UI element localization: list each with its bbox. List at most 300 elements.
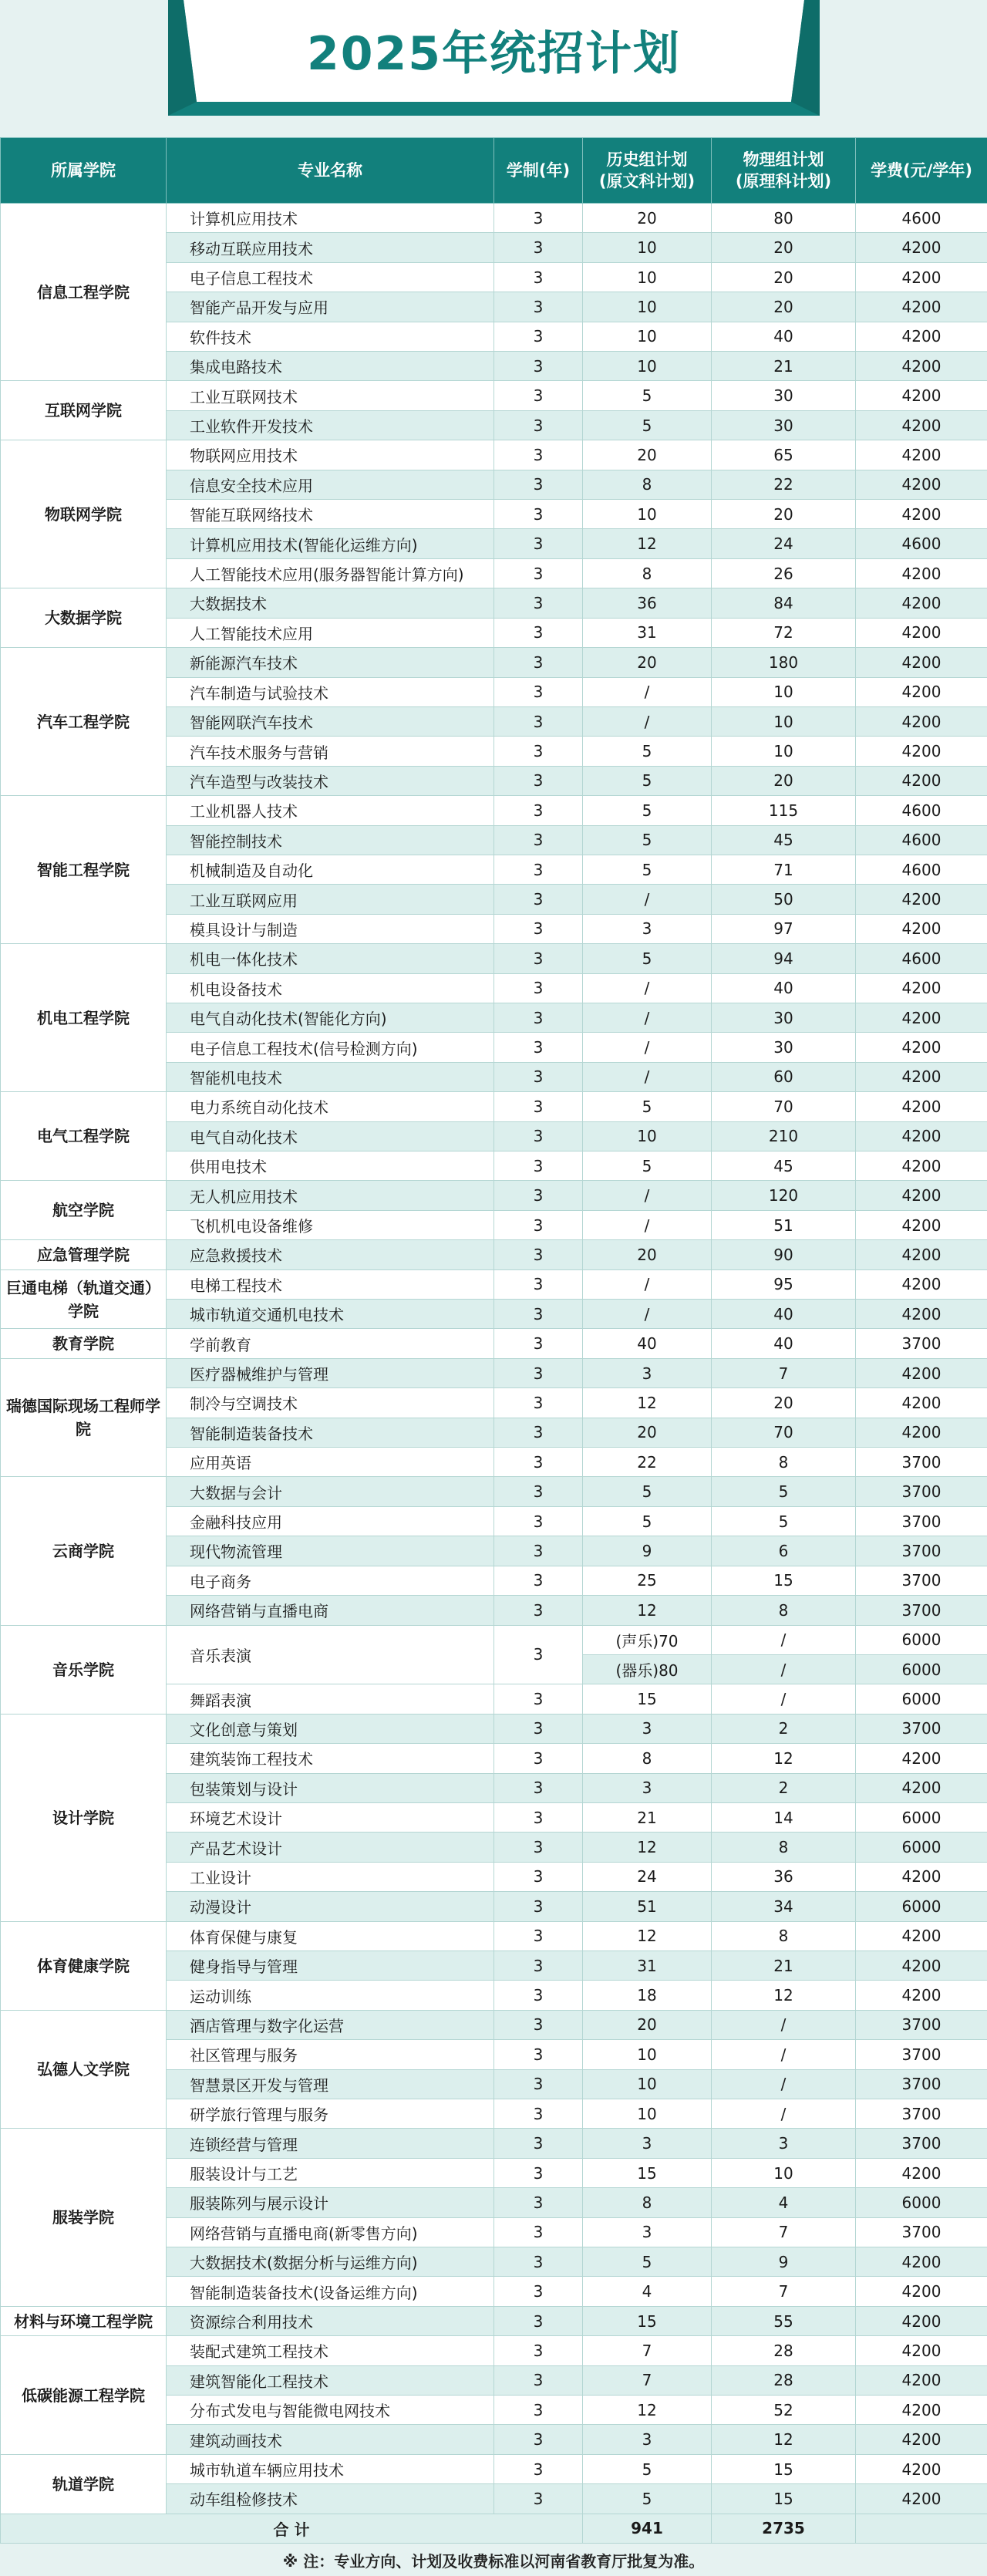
fee-cell: 4200	[856, 500, 987, 529]
physics-cell: 15	[712, 1566, 856, 1595]
major-cell: 软件技术	[167, 322, 494, 351]
physics-cell: 7	[712, 2277, 856, 2306]
fee-cell: 4200	[856, 1388, 987, 1418]
major-cell: 建筑智能化工程技术	[167, 2365, 494, 2395]
years-cell: 3	[494, 2217, 583, 2247]
table-row	[1, 796, 987, 825]
major-cell: 分布式发电与智能微电网技术	[167, 2396, 494, 2425]
fee-cell: 4200	[856, 1269, 987, 1299]
years-cell: 3	[494, 1951, 583, 1980]
history-cell: 40	[583, 1329, 712, 1358]
major-cell: 智能控制技术	[167, 825, 494, 855]
major-cell: 电力系统自动化技术	[167, 1092, 494, 1121]
physics-cell: 26	[712, 558, 856, 588]
major-cell: 智能产品开发与应用	[167, 292, 494, 322]
physics-cell: 10	[712, 2158, 856, 2187]
years-cell: 3	[494, 1181, 583, 1210]
physics-cell: 52	[712, 2396, 856, 2425]
years-cell: 3	[494, 825, 583, 855]
years-cell: 3	[494, 233, 583, 262]
history-cell: 10	[583, 262, 712, 292]
physics-cell: 24	[712, 529, 856, 558]
title-banner	[168, 0, 820, 116]
history-cell: 12	[583, 1596, 712, 1625]
major-cell: 物联网应用技术	[167, 440, 494, 470]
years-cell: 3	[494, 1744, 583, 1773]
fee-cell: 3700	[856, 1536, 987, 1566]
fee-cell: 4200	[856, 470, 987, 499]
years-cell: 3	[494, 1092, 583, 1121]
major-cell: 工业互联网技术	[167, 381, 494, 410]
history-cell: /	[583, 1033, 712, 1062]
major-cell: 人工智能技术应用	[167, 618, 494, 647]
major-cell: 服装设计与工艺	[167, 2158, 494, 2187]
table-row	[1, 1181, 987, 1210]
fee-cell: 4200	[856, 914, 987, 943]
fee-cell: 4600	[856, 529, 987, 558]
fee-cell: 6000	[856, 2188, 987, 2217]
table-row	[1, 944, 987, 973]
fee-cell: 4600	[856, 796, 987, 825]
major-cell: 服装陈列与展示设计	[167, 2188, 494, 2217]
fee-cell: 6000	[856, 1625, 987, 1654]
major-cell: 文化创意与策划	[167, 1714, 494, 1743]
college-cell: 体育健康学院	[1, 1921, 167, 2010]
physics-cell: 3	[712, 2129, 856, 2158]
header-college: 所属学院	[1, 138, 167, 204]
fee-cell: 4200	[856, 648, 987, 677]
fee-cell: 3700	[856, 1714, 987, 1743]
physics-cell: 180	[712, 648, 856, 677]
fee-cell: 4600	[856, 855, 987, 884]
fee-cell: 3700	[856, 2129, 987, 2158]
physics-cell: 84	[712, 588, 856, 618]
physics-cell: 30	[712, 410, 856, 440]
years-cell: 3	[494, 1448, 583, 1477]
years-cell: 3	[494, 2336, 583, 2365]
fee-cell: 4200	[856, 677, 987, 706]
years-cell: 3	[494, 914, 583, 943]
major-cell: 连锁经营与管理	[167, 2129, 494, 2158]
major-cell: 装配式建筑工程技术	[167, 2336, 494, 2365]
fee-cell: 4200	[856, 1773, 987, 1802]
history-cell: 12	[583, 529, 712, 558]
physics-cell: 71	[712, 855, 856, 884]
physics-cell: 40	[712, 1329, 856, 1358]
major-cell: 资源综合利用技术	[167, 2306, 494, 2335]
physics-cell: 2	[712, 1773, 856, 1802]
fee-cell: 4200	[856, 381, 987, 410]
fee-cell: 4200	[856, 322, 987, 351]
table-row	[1, 204, 987, 233]
years-cell: 3	[494, 1684, 583, 1714]
fee-cell: 4200	[856, 1240, 987, 1269]
fee-cell: 4200	[856, 706, 987, 736]
history-cell: 20	[583, 440, 712, 470]
major-cell: 电梯工程技术	[167, 1269, 494, 1299]
years-cell: 3	[494, 1802, 583, 1832]
history-cell: 5	[583, 1092, 712, 1121]
physics-cell: 51	[712, 1210, 856, 1239]
fee-cell: 4200	[856, 1358, 987, 1387]
table-row	[1, 1092, 987, 1121]
fee-cell: 4200	[856, 1092, 987, 1121]
fee-cell: 4200	[856, 1062, 987, 1091]
fee-cell: 4200	[856, 2158, 987, 2187]
history-cell: 5	[583, 855, 712, 884]
physics-cell: 12	[712, 2425, 856, 2454]
major-cell: 模具设计与制造	[167, 914, 494, 943]
years-cell: 3	[494, 2158, 583, 2187]
history-cell: 20	[583, 1240, 712, 1269]
physics-cell: 10	[712, 677, 856, 706]
history-cell: /	[583, 706, 712, 736]
fee-cell: 4200	[856, 558, 987, 588]
major-cell: 大数据与会计	[167, 1477, 494, 1506]
fee-cell: 6000	[856, 1833, 987, 1862]
history-cell: /	[583, 973, 712, 1003]
physics-cell: 20	[712, 1388, 856, 1418]
total-fee	[856, 2514, 987, 2543]
header-physics-line1: 物理组计划	[743, 150, 824, 169]
fee-cell: 4200	[856, 262, 987, 292]
fee-cell: 3700	[856, 2069, 987, 2099]
college-cell: 设计学院	[1, 1714, 167, 1921]
fee-cell: 4200	[856, 1151, 987, 1181]
college-cell: 大数据学院	[1, 588, 167, 648]
physics-cell: 8	[712, 1833, 856, 1862]
history-cell: 8	[583, 1744, 712, 1773]
years-cell: 3	[494, 885, 583, 914]
history-cell: 10	[583, 322, 712, 351]
table-row	[1, 2336, 987, 2365]
enrollment-plan-table	[0, 137, 987, 2544]
history-cell: 5	[583, 737, 712, 766]
years-cell: 3	[494, 1269, 583, 1299]
college-cell: 智能工程学院	[1, 796, 167, 944]
major-cell: 工业软件开发技术	[167, 410, 494, 440]
physics-cell: 4	[712, 2188, 856, 2217]
years-cell: 3	[494, 2484, 583, 2514]
fee-cell: 3700	[856, 1448, 987, 1477]
major-cell: 应急救援技术	[167, 1240, 494, 1269]
fee-cell: 4200	[856, 1003, 987, 1032]
years-cell: 3	[494, 944, 583, 973]
college-cell: 轨道学院	[1, 2454, 167, 2514]
years-cell: 3	[494, 1596, 583, 1625]
history-cell: 8	[583, 470, 712, 499]
physics-cell: 10	[712, 737, 856, 766]
table-row	[1, 1269, 987, 1299]
fee-cell: 6000	[856, 1802, 987, 1832]
fee-cell: 4200	[856, 1210, 987, 1239]
history-cell: 9	[583, 1536, 712, 1566]
major-cell: 工业设计	[167, 1862, 494, 1891]
major-cell: 信息安全技术应用	[167, 470, 494, 499]
table-row	[1, 2306, 987, 2335]
major-cell: 城市轨道车辆应用技术	[167, 2454, 494, 2483]
years-cell: 3	[494, 204, 583, 233]
fee-cell: 3700	[856, 1329, 987, 1358]
fee-cell: 4200	[856, 1744, 987, 1773]
major-cell: 电子信息工程技术(信号检测方向)	[167, 1033, 494, 1062]
major-cell: 应用英语	[167, 1448, 494, 1477]
history-cell: 20	[583, 2010, 712, 2039]
table-row	[1, 2129, 987, 2158]
physics-cell: 6	[712, 1536, 856, 1566]
history-cell: 25	[583, 1566, 712, 1595]
fee-cell: 3700	[856, 1506, 987, 1536]
college-cell: 电气工程学院	[1, 1092, 167, 1181]
major-cell: 汽车造型与改装技术	[167, 766, 494, 795]
fee-cell: 4600	[856, 944, 987, 973]
physics-cell: 20	[712, 292, 856, 322]
history-cell: 10	[583, 2069, 712, 2099]
years-cell: 3	[494, 1151, 583, 1181]
history-cell: 8	[583, 558, 712, 588]
fee-cell: 4200	[856, 766, 987, 795]
history-cell: 10	[583, 292, 712, 322]
major-cell: 机电设备技术	[167, 973, 494, 1003]
years-cell: 3	[494, 1121, 583, 1151]
history-cell: /	[583, 1181, 712, 1210]
history-cell: 5	[583, 2484, 712, 2514]
major-cell: 智能机电技术	[167, 1062, 494, 1091]
major-cell: 无人机应用技术	[167, 1181, 494, 1210]
physics-cell: 15	[712, 2454, 856, 2483]
major-cell: 智能制造装备技术(设备运维方向)	[167, 2277, 494, 2306]
years-cell: 3	[494, 2129, 583, 2158]
years-cell: 3	[494, 737, 583, 766]
major-cell: 酒店管理与数字化运营	[167, 2010, 494, 2039]
college-cell: 汽车工程学院	[1, 648, 167, 796]
years-cell: 3	[494, 500, 583, 529]
table-header-row	[1, 138, 987, 204]
table-row	[1, 1240, 987, 1269]
history-cell: 10	[583, 500, 712, 529]
major-cell: 医疗器械维护与管理	[167, 1358, 494, 1387]
physics-cell: 40	[712, 973, 856, 1003]
table-row	[1, 648, 987, 677]
years-cell: 3	[494, 558, 583, 588]
physics-cell: 30	[712, 1003, 856, 1032]
physics-cell: 8	[712, 1448, 856, 1477]
fee-cell: 3700	[856, 1477, 987, 1506]
physics-cell: 45	[712, 825, 856, 855]
footnote: ※ 注：专业方向、计划及收费标准以河南省教育厅批复为准。	[0, 2547, 987, 2576]
years-cell: 3	[494, 2040, 583, 2069]
physics-cell: 20	[712, 766, 856, 795]
physics-cell: /	[712, 2040, 856, 2069]
physics-cell: 5	[712, 1506, 856, 1536]
physics-cell: 8	[712, 1921, 856, 1951]
years-cell: 3	[494, 973, 583, 1003]
history-cell: 20	[583, 1418, 712, 1447]
fee-cell: 4200	[856, 440, 987, 470]
years-cell: 3	[494, 440, 583, 470]
fee-cell: 4200	[856, 2277, 987, 2306]
physics-cell: 12	[712, 1744, 856, 1773]
physics-cell: 94	[712, 944, 856, 973]
major-cell: 计算机应用技术	[167, 204, 494, 233]
history-cell: 12	[583, 2396, 712, 2425]
history-cell: 4	[583, 2277, 712, 2306]
table-row	[1, 588, 987, 618]
years-cell: 3	[494, 796, 583, 825]
physics-cell: 50	[712, 885, 856, 914]
history-cell: 5	[583, 766, 712, 795]
history-cell: 8	[583, 2188, 712, 2217]
header-physics	[712, 138, 856, 204]
fee-cell: 3700	[856, 1566, 987, 1595]
college-cell: 服装学院	[1, 2129, 167, 2306]
fee-cell: 4200	[856, 1418, 987, 1447]
major-cell: 集成电路技术	[167, 352, 494, 381]
history-cell: 20	[583, 648, 712, 677]
history-cell: 22	[583, 1448, 712, 1477]
years-cell: 3	[494, 292, 583, 322]
fee-cell: 3700	[856, 2010, 987, 2039]
history-cell: 10	[583, 1121, 712, 1151]
major-cell: 大数据技术(数据分析与运维方向)	[167, 2247, 494, 2277]
fee-cell: 4200	[856, 1033, 987, 1062]
history-cell: 12	[583, 1388, 712, 1418]
header-history-line1: 历史组计划	[606, 150, 688, 169]
major-cell: 动车组检修技术	[167, 2484, 494, 2514]
years-cell: 3	[494, 1862, 583, 1891]
physics-cell: 28	[712, 2365, 856, 2395]
major-cell: 计算机应用技术(智能化运维方向)	[167, 529, 494, 558]
table-row	[1, 2454, 987, 2483]
physics-cell: 97	[712, 914, 856, 943]
years-cell: 3	[494, 410, 583, 440]
years-cell: 3	[494, 2365, 583, 2395]
years-cell: 3	[494, 1477, 583, 1506]
years-cell: 3	[494, 766, 583, 795]
major-cell: 研学旅行管理与服务	[167, 2099, 494, 2129]
major-cell: 舞蹈表演	[167, 1684, 494, 1714]
history-cell: 5	[583, 2247, 712, 2277]
header-fee: 学费(元/学年)	[856, 138, 987, 204]
fee-cell: 6000	[856, 1684, 987, 1714]
college-cell: 弘德人文学院	[1, 2010, 167, 2129]
history-cell: 12	[583, 1921, 712, 1951]
college-cell: 音乐学院	[1, 1625, 167, 1714]
major-cell: 机电一体化技术	[167, 944, 494, 973]
physics-cell: 20	[712, 233, 856, 262]
total-row	[1, 2514, 987, 2543]
years-cell: 3	[494, 588, 583, 618]
major-cell: 汽车制造与试验技术	[167, 677, 494, 706]
college-cell: 巨通电梯（轨道交通）学院	[1, 1269, 167, 1329]
physics-cell: 15	[712, 2484, 856, 2514]
physics-cell: 70	[712, 1418, 856, 1447]
years-cell: 3	[494, 1329, 583, 1358]
physics-cell: 72	[712, 618, 856, 647]
history-cell: 10	[583, 2040, 712, 2069]
college-cell: 教育学院	[1, 1329, 167, 1358]
physics-cell: 7	[712, 1358, 856, 1387]
major-cell: 供用电技术	[167, 1151, 494, 1181]
years-cell: 3	[494, 648, 583, 677]
years-cell: 3	[494, 1833, 583, 1862]
history-cell: (器乐)80	[583, 1654, 712, 1684]
years-cell: 3	[494, 1358, 583, 1387]
total-physics: 2735	[712, 2514, 856, 2543]
history-cell: 10	[583, 352, 712, 381]
years-cell: 3	[494, 1062, 583, 1091]
history-cell: 15	[583, 2158, 712, 2187]
college-cell: 材料与环境工程学院	[1, 2306, 167, 2335]
years-cell: 3	[494, 706, 583, 736]
fee-cell: 4200	[856, 2306, 987, 2335]
years-cell: 3	[494, 618, 583, 647]
header-major: 专业名称	[167, 138, 494, 204]
major-cell: 移动互联应用技术	[167, 233, 494, 262]
history-cell: 5	[583, 2454, 712, 2483]
physics-cell: 10	[712, 706, 856, 736]
years-cell: 3	[494, 381, 583, 410]
major-cell: 智慧景区开发与管理	[167, 2069, 494, 2099]
years-cell: 3	[494, 2306, 583, 2335]
major-cell: 工业互联网应用	[167, 885, 494, 914]
years-cell: 3	[494, 1921, 583, 1951]
major-cell: 音乐表演	[167, 1625, 494, 1684]
physics-cell: 90	[712, 1240, 856, 1269]
fee-cell: 4200	[856, 2396, 987, 2425]
history-cell: 51	[583, 1892, 712, 1921]
history-cell: 5	[583, 1151, 712, 1181]
major-cell: 网络营销与直播电商	[167, 1596, 494, 1625]
fee-cell: 4200	[856, 1921, 987, 1951]
fee-cell: 4200	[856, 1951, 987, 1980]
physics-cell: 60	[712, 1062, 856, 1091]
total-label: 合 计	[1, 2514, 583, 2543]
years-cell: 3	[494, 855, 583, 884]
years-cell: 3	[494, 470, 583, 499]
physics-cell: /	[712, 1684, 856, 1714]
fee-cell: 4200	[856, 1300, 987, 1329]
history-cell: 3	[583, 1358, 712, 1387]
table-row	[1, 440, 987, 470]
major-cell: 大数据技术	[167, 588, 494, 618]
fee-cell: 4200	[856, 2336, 987, 2365]
table-row	[1, 1625, 987, 1654]
major-cell: 社区管理与服务	[167, 2040, 494, 2069]
major-cell: 健身指导与管理	[167, 1951, 494, 1980]
history-cell: /	[583, 677, 712, 706]
physics-cell: 34	[712, 1892, 856, 1921]
years-cell: 3	[494, 2069, 583, 2099]
physics-cell: 120	[712, 1181, 856, 1210]
years-cell: 3	[494, 1210, 583, 1239]
physics-cell: 21	[712, 352, 856, 381]
history-cell: 12	[583, 1833, 712, 1862]
history-cell: 5	[583, 944, 712, 973]
major-cell: 建筑动画技术	[167, 2425, 494, 2454]
years-cell: 3	[494, 1300, 583, 1329]
history-cell: 5	[583, 1506, 712, 1536]
major-cell: 智能制造装备技术	[167, 1418, 494, 1447]
physics-cell: 20	[712, 500, 856, 529]
physics-cell: 2	[712, 1714, 856, 1743]
fee-cell: 4200	[856, 1121, 987, 1151]
physics-cell: 8	[712, 1596, 856, 1625]
physics-cell: 70	[712, 1092, 856, 1121]
major-cell: 学前教育	[167, 1329, 494, 1358]
major-cell: 电气自动化技术	[167, 1121, 494, 1151]
history-cell: 7	[583, 2336, 712, 2365]
